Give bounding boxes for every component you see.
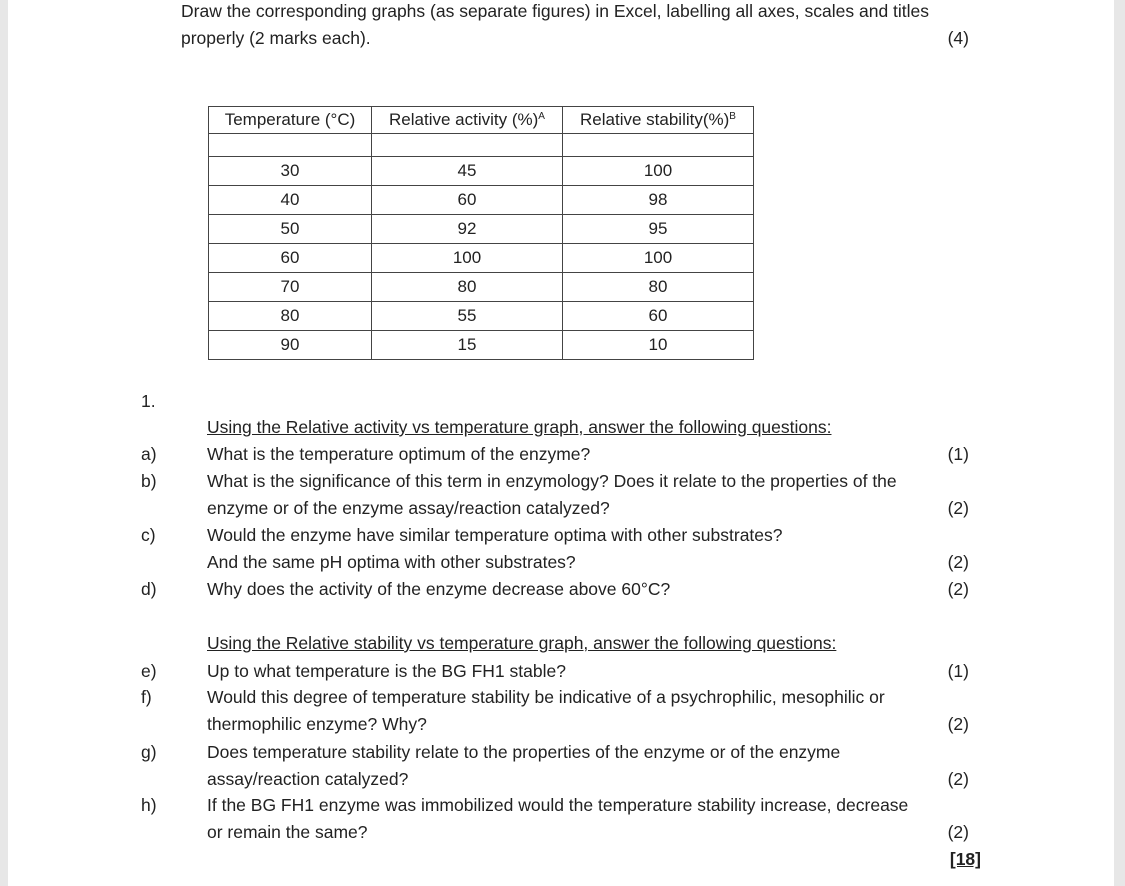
header-relative-stability: Relative stability(%)$^B$	[563, 107, 754, 134]
question-b-marks: (2)	[947, 498, 969, 518]
table-row: 30 45 100	[209, 157, 754, 186]
question-c-marks: (2)	[947, 552, 969, 572]
question-d-marks: (2)	[947, 579, 969, 599]
header-relative-activity: Relative activity (%)$^A$	[372, 107, 563, 134]
table-row: 40 60 98	[209, 186, 754, 215]
intro-marks: (4)	[947, 28, 969, 48]
question-label-a: a)	[141, 444, 157, 464]
question-label-d: d)	[141, 579, 157, 599]
data-table	[208, 106, 754, 360]
question-c-text-line-1: Would the enzyme have similar temperature optima with other substrates?	[207, 525, 783, 545]
table-row: 90 15 10	[209, 331, 754, 360]
question-label-c: c)	[141, 525, 156, 545]
header-temperature: Temperature (°C)	[209, 107, 372, 134]
question-h-text-line-1: If the BG FH1 enzyme was immobilized would the temperature stability increase, decrease	[207, 795, 909, 815]
table-row	[209, 134, 754, 157]
question-e-text: Up to what temperature is the BG FH1 stable?	[207, 661, 566, 681]
question-e-marks: (1)	[947, 661, 969, 681]
activity-section-heading: Using the Relative activity vs temperature graph, answer the following questions:	[207, 417, 832, 437]
question-g-text-line-2: assay/reaction catalyzed?	[207, 769, 409, 789]
question-d-text: Why does the activity of the enzyme decrease above 60°C?	[207, 579, 671, 599]
question-label-g: g)	[141, 742, 157, 762]
table-row: 70 80 80	[209, 273, 754, 302]
question-f-text-line-1: Would this degree of temperature stability be indicative of a psychrophilic, mesophilic or	[207, 687, 885, 707]
table-header-row	[209, 107, 754, 134]
intro-line-2: properly (2 marks each).	[181, 28, 371, 48]
document-page	[8, 0, 1114, 886]
question-label-f: f)	[141, 687, 152, 707]
question-label-e: e)	[141, 661, 157, 681]
question-label-b: b)	[141, 471, 157, 491]
question-number: 1.	[141, 391, 156, 411]
question-f-text-line-2: thermophilic enzyme? Why?	[207, 714, 427, 734]
question-f-marks: (2)	[947, 714, 969, 734]
question-label-h: h)	[141, 795, 157, 815]
question-b-text-line-1: What is the significance of this term in enzymology? Does it relate to the properties of the	[207, 471, 897, 491]
question-b-text-line-2: enzyme or of the enzyme assay/reaction catalyzed?	[207, 498, 610, 518]
stability-section-heading: Using the Relative stability vs temperature graph, answer the following questions:	[207, 633, 837, 653]
question-c-text-line-2: And the same pH optima with other substrates?	[207, 552, 576, 572]
question-h-text-line-2: or remain the same?	[207, 822, 368, 842]
question-h-marks: (2)	[947, 822, 969, 842]
question-g-text-line-1: Does temperature stability relate to the properties of the enzyme or of the enzyme	[207, 742, 841, 762]
question-g-marks: (2)	[947, 769, 969, 789]
total-marks: [18]	[949, 849, 981, 869]
table-row: 80 55 60	[209, 302, 754, 331]
intro-line-1: Draw the corresponding graphs (as separate figures) in Excel, labelling all axes, scales and titles	[181, 1, 930, 21]
question-a-text: What is the temperature optimum of the enzyme?	[207, 444, 591, 464]
table-row: 50 92 95	[209, 215, 754, 244]
table-row: 60 100 100	[209, 244, 754, 273]
question-a-marks: (1)	[947, 444, 969, 464]
